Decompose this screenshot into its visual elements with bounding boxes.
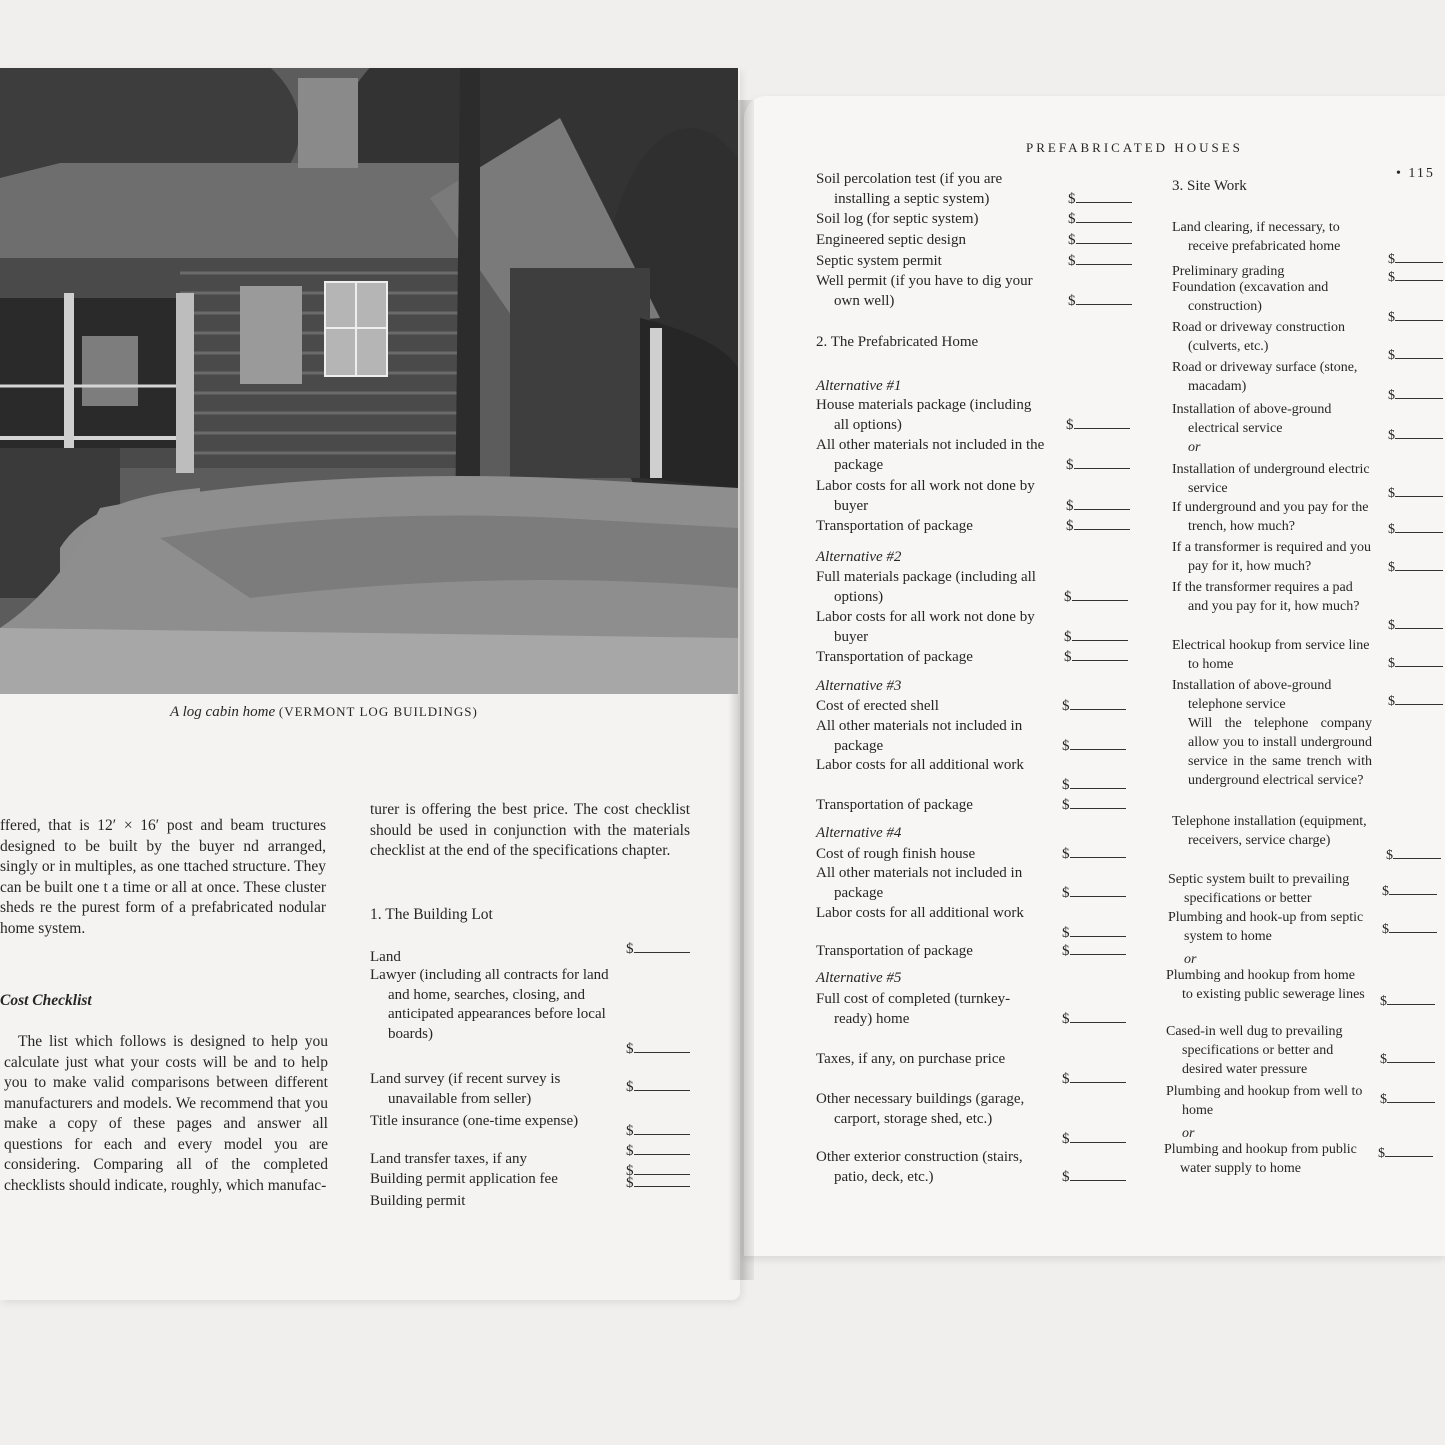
lot-item: Title insurance (one-time expense) $ xyxy=(370,1112,690,1132)
site-item: Road or driveway construction (culverts, etc.) $ xyxy=(1172,318,1444,356)
cost-item: Labor costs for all work not done by buyer $ xyxy=(816,477,1136,516)
site-item: Plumbing and hookup from home to existing public sewerage lines $ xyxy=(1166,966,1438,1004)
photo-caption xyxy=(170,704,478,721)
cost-item: Well permit (if you have to dig your own well) $ xyxy=(816,272,1136,311)
log-cabin-photo xyxy=(0,68,738,694)
cost-item: Transportation of package $ xyxy=(816,648,1136,668)
cost-item: Labor costs for all additional work $ xyxy=(816,756,1136,776)
caption-text: A log cabin home xyxy=(170,704,276,720)
site-item: Preliminary grading $ xyxy=(1172,262,1444,281)
left-col1-paragraph2: The list which follows is designed to help you calculate just what your costs will be and to help you to make valid comparisons between different manufacturers and models. We recommend that you make a copy of these pages and answer all questions for each and every model you are considering. Comparing all of the completed checklists should indicate, roughly, which manufac- xyxy=(4,1033,328,1194)
site-item: Installation of above-ground electrical service $ xyxy=(1172,400,1444,438)
lot-item: Lawyer (including all contracts for land and home, searches, closing, and anticipated appearances before local boards) $ xyxy=(370,966,690,1044)
cost-item: Labor costs for all work not done by buyer $ xyxy=(816,608,1136,647)
building-lot-heading: 1. The Building Lot xyxy=(370,906,493,923)
cost-item: Cost of erected shell $ xyxy=(816,697,1136,717)
site-item: Plumbing and hook-up from septic system to home $ xyxy=(1168,908,1440,946)
site-item: Plumbing and hookup from well to home $ xyxy=(1166,1082,1438,1120)
site-item: Installation of above-ground telephone service $ xyxy=(1172,676,1444,714)
site-item: Road or driveway surface (stone, macadam) $ xyxy=(1172,358,1444,396)
cost-item: Cost of rough finish house $ xyxy=(816,845,1136,865)
site-item: Cased-in well dug to prevailing specifications or better and desired water pressure $ xyxy=(1166,1022,1438,1079)
alternative-title: Alternative #1 xyxy=(816,378,902,394)
telephone-question: Will the telephone company allow you to install underground service in the same trench with underground electrical service? xyxy=(1188,716,1372,788)
site-item: If the transformer requires a pad and you pay for it, how much? $ xyxy=(1172,578,1444,616)
cost-item: Engineered septic design $ xyxy=(816,231,1136,251)
cost-item: Other necessary buildings (garage, carport, storage shed, etc.) $ xyxy=(816,1090,1136,1129)
site-item: Installation of underground electric service $ xyxy=(1172,460,1444,498)
cost-item: Transportation of package $ xyxy=(816,942,1136,962)
or-label: or xyxy=(1188,440,1201,455)
lot-item: Land transfer taxes, if any $ xyxy=(370,1150,690,1170)
left-col2-paragraph: turer is offering the best price. The cost checklist should be used in conjunction with the materials checklist at the end of the specifications chapter. xyxy=(370,801,690,859)
alternative-title: Alternative #4 xyxy=(816,825,902,841)
caption-credit: (VERMONT LOG BUILDINGS) xyxy=(278,704,478,719)
site-item: Plumbing and hookup from public water supply to home $ xyxy=(1164,1140,1436,1178)
alternative-title: Alternative #5 xyxy=(816,970,902,986)
running-head: PREFABRICATED HOUSES xyxy=(1026,140,1243,155)
site-item: If a transformer is required and you pay for it, how much? $ xyxy=(1172,538,1444,576)
cost-item: Labor costs for all additional work $ xyxy=(816,904,1136,924)
cost-item: Transportation of package $ xyxy=(816,796,1136,816)
cost-item: All other materials not included in package $ xyxy=(816,864,1136,903)
cost-item: Soil log (for septic system) $ xyxy=(816,210,1136,230)
cost-item: Soil percolation test (if you are installing a septic system) $ xyxy=(816,170,1136,209)
lot-item: Land survey (if recent survey is unavailable from seller) $ xyxy=(370,1070,690,1109)
page-number: • 115 xyxy=(1396,166,1435,181)
site-item: If underground and you pay for the trench, how much? $ xyxy=(1172,498,1444,536)
or-label: or xyxy=(1182,1126,1195,1141)
site-item: Land clearing, if necessary, to receive prefabricated home $ xyxy=(1172,218,1444,256)
alternative-title: Alternative #3 xyxy=(816,678,902,694)
site-item: Foundation (excavation and construction) $ xyxy=(1172,278,1444,316)
cost-item: Taxes, if any, on purchase price $ xyxy=(816,1050,1136,1070)
cost-checklist-heading: Cost Checklist xyxy=(0,992,92,1009)
cost-item: All other materials not included in the package $ xyxy=(816,436,1136,475)
cost-item: Other exterior construction (stairs, patio, deck, etc.) $ xyxy=(816,1148,1136,1187)
site-work-heading: 3. Site Work xyxy=(1172,178,1247,194)
cost-item: All other materials not included in package $ xyxy=(816,717,1136,756)
or-label: or xyxy=(1184,952,1197,967)
cost-item: Septic system permit $ xyxy=(816,252,1136,272)
site-item: Septic system built to prevailing specifications or better $ xyxy=(1168,870,1440,908)
prefab-home-heading: 2. The Prefabricated Home xyxy=(816,334,979,350)
site-item: Electrical hookup from service line to home $ xyxy=(1172,636,1444,674)
left-col1-paragraph1: ffered, that is 12′ × 16′ post and beam tructures designed to be built by the buyer nd arranged, singly or in multiples, as one ttached structure. They can be built one t a time or all at once. These cluster sheds re the purest form of a prefabricated nodular home system. xyxy=(0,817,326,937)
cost-item: Transportation of package $ xyxy=(816,517,1136,537)
site-item: Telephone installation (equipment, receivers, service charge) $ xyxy=(1172,812,1444,850)
lot-item: Building permit application fee $ xyxy=(370,1170,690,1190)
lot-item: Land $ xyxy=(370,948,690,968)
cost-item: Full materials package (including all options) $ xyxy=(816,568,1136,607)
lot-item: Building permit $ xyxy=(370,1192,690,1212)
alternative-title: Alternative #2 xyxy=(816,549,902,565)
cost-item: Full cost of completed (turnkey-ready) home $ xyxy=(816,990,1136,1029)
cost-item: House materials package (including all options) $ xyxy=(816,396,1136,435)
